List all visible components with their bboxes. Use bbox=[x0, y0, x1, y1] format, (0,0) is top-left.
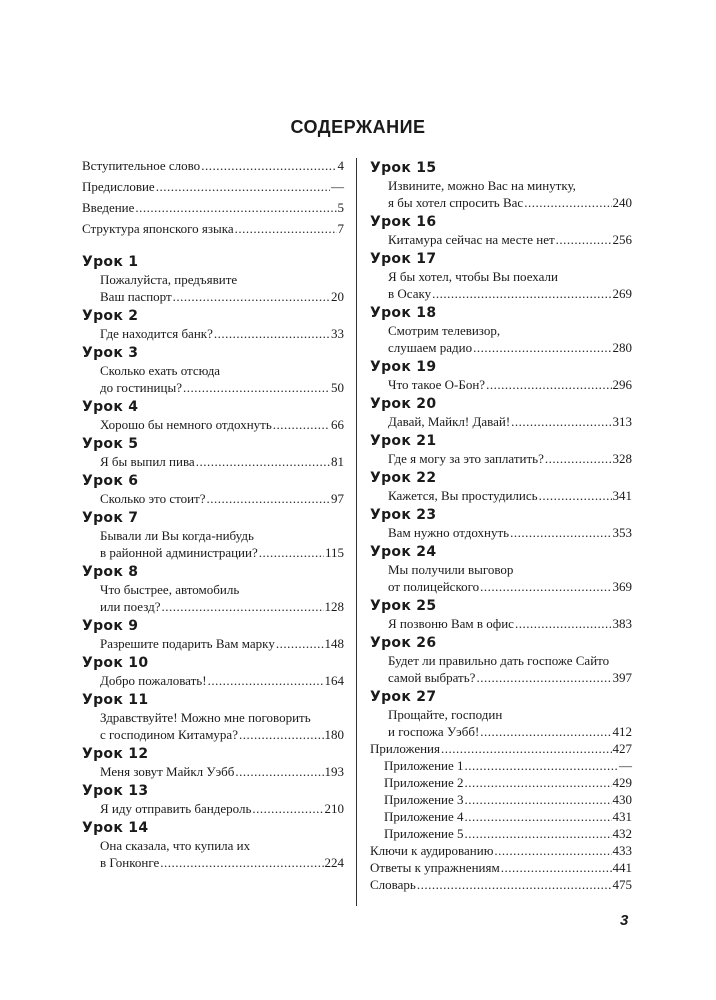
toc-entry[interactable] bbox=[370, 791, 632, 808]
lesson-body bbox=[370, 561, 632, 595]
dot-leader bbox=[214, 325, 330, 342]
lesson-entry[interactable] bbox=[370, 634, 632, 686]
dot-leader bbox=[208, 672, 324, 689]
entry-page: 81 bbox=[331, 454, 344, 469]
toc-entry[interactable] bbox=[370, 825, 632, 842]
lesson-entry[interactable] bbox=[82, 563, 344, 615]
entry-title: до гостиницы? bbox=[100, 380, 182, 395]
lesson-entry[interactable] bbox=[82, 691, 344, 743]
back-matter-list bbox=[370, 740, 632, 893]
entry-title: Приложение 1 bbox=[384, 758, 464, 773]
lesson-title-line: Смотрим телевизор, bbox=[388, 323, 501, 338]
lesson-body bbox=[82, 581, 344, 615]
lesson-body bbox=[82, 453, 344, 470]
entry-page: 210 bbox=[324, 801, 344, 816]
lesson-label: Урок 7 bbox=[82, 510, 139, 526]
lesson-body bbox=[82, 490, 344, 507]
lesson-label: Урок 17 bbox=[370, 251, 437, 267]
dot-leader bbox=[465, 825, 612, 842]
toc-entry-line bbox=[388, 231, 632, 248]
entry-title: слушаем радио bbox=[388, 340, 473, 355]
entry-title: или поезд? bbox=[100, 599, 161, 614]
lesson-body bbox=[82, 416, 344, 433]
dot-leader bbox=[465, 791, 612, 808]
entry-page: 427 bbox=[612, 741, 632, 756]
lesson-entry[interactable] bbox=[370, 250, 632, 302]
dot-leader bbox=[473, 339, 611, 356]
toc-entry-line bbox=[100, 800, 344, 817]
lesson-title-line: Будет ли правильно дать госпоже Сайто bbox=[388, 653, 610, 668]
entry-page: 412 bbox=[612, 724, 632, 739]
toc-entry-line bbox=[388, 578, 632, 595]
lesson-body bbox=[82, 763, 344, 780]
entry-title: Вступительное слово bbox=[82, 158, 201, 173]
lesson-entry[interactable] bbox=[370, 597, 632, 632]
lesson-body bbox=[82, 635, 344, 652]
toc-entry[interactable] bbox=[370, 757, 632, 774]
toc-entry[interactable] bbox=[82, 178, 344, 195]
lesson-entry[interactable] bbox=[82, 654, 344, 689]
dot-leader bbox=[486, 376, 611, 393]
entry-title: Приложение 3 bbox=[384, 792, 464, 807]
lesson-label: Урок 24 bbox=[370, 544, 437, 560]
toc-entry-line bbox=[388, 487, 632, 504]
lesson-entry[interactable] bbox=[82, 509, 344, 561]
lesson-body bbox=[370, 268, 632, 302]
lesson-label: Урок 2 bbox=[82, 308, 139, 324]
lesson-label: Урок 23 bbox=[370, 507, 437, 523]
entry-page: — bbox=[331, 179, 344, 194]
lesson-entry[interactable] bbox=[370, 432, 632, 467]
lesson-body bbox=[82, 271, 344, 305]
entry-page: 328 bbox=[612, 451, 632, 466]
entry-title: Структура японского языка bbox=[82, 221, 234, 236]
dot-leader bbox=[432, 285, 611, 302]
entry-title: Ответы к упражнениям bbox=[370, 860, 500, 875]
entry-page: 193 bbox=[324, 764, 344, 779]
toc-entry-line bbox=[100, 544, 344, 561]
lesson-entry[interactable] bbox=[370, 213, 632, 248]
lesson-entry[interactable] bbox=[82, 472, 344, 507]
toc-entry-line bbox=[100, 635, 344, 652]
lesson-body bbox=[82, 672, 344, 689]
lesson-entry[interactable] bbox=[370, 159, 632, 211]
lesson-title-line: Я бы хотел, чтобы Вы поехали bbox=[388, 269, 558, 284]
entry-page: 4 bbox=[337, 158, 344, 173]
lesson-body bbox=[370, 524, 632, 541]
entry-title: Меня зовут Майкл Уэбб bbox=[100, 764, 235, 779]
entry-title: в районной администрации? bbox=[100, 545, 258, 560]
lesson-label: Урок 20 bbox=[370, 396, 437, 412]
lesson-label: Урок 1 bbox=[82, 254, 139, 270]
lesson-label: Урок 3 bbox=[82, 345, 139, 361]
toc-entry-line bbox=[388, 450, 632, 467]
toc-entry-line bbox=[100, 490, 344, 507]
entry-title: Приложение 5 bbox=[384, 826, 464, 841]
entry-page: 240 bbox=[612, 195, 632, 210]
entry-title: Приложения bbox=[370, 741, 440, 756]
toc-entry-line bbox=[100, 672, 344, 689]
lesson-body bbox=[82, 709, 344, 743]
page-number: 3 bbox=[620, 912, 629, 929]
lesson-body bbox=[370, 177, 632, 211]
dot-leader bbox=[417, 876, 612, 893]
entry-page: 33 bbox=[331, 326, 344, 341]
dot-leader bbox=[207, 490, 330, 507]
toc-entry-line bbox=[100, 726, 344, 743]
dot-leader bbox=[476, 669, 611, 686]
lesson-title-line: Извините, можно Вас на минутку, bbox=[388, 178, 576, 193]
dot-leader bbox=[196, 453, 330, 470]
entry-title: и госпожа Уэбб! bbox=[388, 724, 480, 739]
lesson-label: Урок 4 bbox=[82, 399, 139, 415]
dot-leader bbox=[465, 757, 618, 774]
entry-title: Разрешите подарить Вам марку bbox=[100, 636, 275, 651]
toc-entry-line bbox=[388, 615, 632, 632]
entry-title: Кажется, Вы простудились bbox=[388, 488, 538, 503]
dot-leader bbox=[480, 578, 611, 595]
toc-entry-line bbox=[100, 416, 344, 433]
toc-entry[interactable] bbox=[82, 157, 344, 174]
lesson-body bbox=[82, 837, 344, 871]
entry-page: 432 bbox=[612, 826, 632, 841]
dot-leader bbox=[235, 763, 323, 780]
lesson-body bbox=[370, 450, 632, 467]
toc-entry-line bbox=[100, 288, 344, 305]
lesson-entry[interactable] bbox=[370, 688, 632, 740]
lesson-entry[interactable] bbox=[82, 398, 344, 433]
lesson-title-line: Пожалуйста, предъявите bbox=[100, 272, 238, 287]
entry-page: 475 bbox=[612, 877, 632, 892]
entry-title: Введение bbox=[82, 200, 135, 215]
entry-title: Я позвоню Вам в офис bbox=[388, 616, 514, 631]
toc-entry-line bbox=[388, 669, 632, 686]
entry-title: Где я могу за это заплатить? bbox=[388, 451, 544, 466]
toc-entry[interactable] bbox=[370, 876, 632, 893]
lesson-title-line: Прощайте, господин bbox=[388, 707, 503, 722]
lesson-title-line: Здравствуйте! Можно мне поговорить bbox=[100, 710, 311, 725]
lesson-label: Урок 27 bbox=[370, 689, 437, 705]
entry-title: Приложение 4 bbox=[384, 809, 464, 824]
entry-page: 353 bbox=[612, 525, 632, 540]
entry-title: Вам нужно отдохнуть bbox=[388, 525, 510, 540]
entry-page: 296 bbox=[612, 377, 632, 392]
lesson-body bbox=[370, 231, 632, 248]
lesson-title-line: Сколько ехать отсюда bbox=[100, 363, 221, 378]
toc-entry[interactable] bbox=[82, 199, 344, 216]
dot-leader bbox=[161, 598, 323, 615]
entry-title: Словарь bbox=[370, 877, 416, 892]
lesson-label: Урок 9 bbox=[82, 618, 139, 634]
dot-leader bbox=[273, 416, 330, 433]
entry-page: 433 bbox=[612, 843, 632, 858]
entry-page: 128 bbox=[324, 599, 344, 614]
entry-title: Предисловие bbox=[82, 179, 155, 194]
dot-leader bbox=[510, 524, 611, 541]
dot-leader bbox=[276, 635, 324, 652]
lesson-body bbox=[82, 362, 344, 396]
dot-leader bbox=[524, 194, 611, 211]
front-matter-list bbox=[82, 157, 344, 237]
entry-page: 115 bbox=[324, 545, 344, 560]
lesson-label: Урок 11 bbox=[82, 692, 149, 708]
toc-entry[interactable] bbox=[82, 220, 344, 237]
lesson-body bbox=[370, 615, 632, 632]
entry-page: 5 bbox=[337, 200, 344, 215]
toc-entry-line bbox=[100, 325, 344, 342]
lesson-body bbox=[370, 487, 632, 504]
lesson-label: Урок 15 bbox=[370, 160, 437, 176]
toc-entry-line bbox=[388, 194, 632, 211]
entry-title: Приложение 2 bbox=[384, 775, 464, 790]
entry-page: 7 bbox=[337, 221, 344, 236]
lesson-label: Урок 5 bbox=[82, 436, 139, 452]
lesson-label: Урок 13 bbox=[82, 783, 149, 799]
toc-entry-line bbox=[100, 598, 344, 615]
dot-leader bbox=[556, 231, 612, 248]
lesson-title-line: Мы получили выговор bbox=[388, 562, 514, 577]
entry-title: в Осаку bbox=[388, 286, 432, 301]
entry-page: 313 bbox=[612, 414, 632, 429]
entry-page: 50 bbox=[331, 380, 344, 395]
dot-leader bbox=[173, 288, 330, 305]
lesson-label: Урок 14 bbox=[82, 820, 149, 836]
lesson-label: Урок 21 bbox=[370, 433, 437, 449]
dot-leader bbox=[465, 774, 612, 791]
lesson-title-line: Бывали ли Вы когда-нибудь bbox=[100, 528, 254, 543]
dot-leader bbox=[259, 544, 324, 561]
entry-page: — bbox=[619, 758, 632, 773]
toc-entry[interactable] bbox=[370, 859, 632, 876]
lesson-entry[interactable] bbox=[370, 358, 632, 393]
dot-leader bbox=[160, 854, 323, 871]
toc-entry-line bbox=[388, 376, 632, 393]
entry-title: Ваш паспорт bbox=[100, 289, 172, 304]
entry-page: 430 bbox=[612, 792, 632, 807]
toc-entry-line bbox=[100, 763, 344, 780]
entry-title: Давай, Майкл! Давай! bbox=[388, 414, 511, 429]
lesson-entry[interactable] bbox=[82, 617, 344, 652]
dot-leader bbox=[252, 800, 323, 817]
entry-title: Китамура сейчас на месте нет bbox=[388, 232, 555, 247]
entry-title: Добро пожаловать! bbox=[100, 673, 207, 688]
lesson-entry[interactable] bbox=[82, 782, 344, 817]
lesson-body bbox=[370, 413, 632, 430]
lesson-body bbox=[82, 800, 344, 817]
dot-leader bbox=[465, 808, 612, 825]
column-divider bbox=[356, 158, 357, 906]
lesson-entry[interactable] bbox=[82, 819, 344, 871]
lesson-entry[interactable] bbox=[370, 506, 632, 541]
entry-page: 383 bbox=[612, 616, 632, 631]
lesson-body bbox=[82, 527, 344, 561]
toc-entry-line bbox=[388, 723, 632, 740]
entry-page: 256 bbox=[612, 232, 632, 247]
dot-leader bbox=[480, 723, 611, 740]
entry-title: Я бы выпил пива bbox=[100, 454, 195, 469]
entry-title: Где находится банк? bbox=[100, 326, 213, 341]
dot-leader bbox=[494, 842, 611, 859]
dot-leader bbox=[501, 859, 612, 876]
entry-title: в Гонконге bbox=[100, 855, 160, 870]
entry-page: 180 bbox=[324, 727, 344, 742]
entry-page: 441 bbox=[612, 860, 632, 875]
entry-page: 224 bbox=[324, 855, 344, 870]
lesson-title-line: Она сказала, что купила их bbox=[100, 838, 251, 853]
entry-page: 20 bbox=[331, 289, 344, 304]
toc-entry-line bbox=[100, 379, 344, 396]
entry-title: Хорошо бы немного отдохнуть bbox=[100, 417, 272, 432]
dot-leader bbox=[441, 740, 612, 757]
toc-entry-line bbox=[388, 339, 632, 356]
entry-page: 431 bbox=[612, 809, 632, 824]
entry-page: 280 bbox=[612, 340, 632, 355]
lesson-label: Урок 18 bbox=[370, 305, 437, 321]
lesson-body bbox=[82, 325, 344, 342]
toc-entry[interactable] bbox=[370, 808, 632, 825]
entry-page: 97 bbox=[331, 491, 344, 506]
lesson-title-line: Что быстрее, автомобиль bbox=[100, 582, 240, 597]
lesson-entry[interactable] bbox=[82, 344, 344, 396]
lesson-label: Урок 16 bbox=[370, 214, 437, 230]
lesson-entry[interactable] bbox=[370, 304, 632, 356]
dot-leader bbox=[183, 379, 330, 396]
toc-entry-line bbox=[388, 285, 632, 302]
lesson-label: Урок 12 bbox=[82, 746, 149, 762]
lesson-label: Урок 26 bbox=[370, 635, 437, 651]
lesson-body bbox=[370, 376, 632, 393]
lesson-label: Урок 10 bbox=[82, 655, 149, 671]
lesson-body bbox=[370, 652, 632, 686]
entry-page: 164 bbox=[324, 673, 344, 688]
dot-leader bbox=[539, 487, 612, 504]
entry-title: Я иду отправить бандероль bbox=[100, 801, 252, 816]
lesson-body bbox=[370, 706, 632, 740]
dot-leader bbox=[239, 726, 324, 743]
lesson-entry[interactable] bbox=[370, 543, 632, 595]
toc-entry-line bbox=[388, 524, 632, 541]
entry-page: 66 bbox=[331, 417, 344, 432]
entry-title: Сколько это стоит? bbox=[100, 491, 206, 506]
dot-leader bbox=[545, 450, 612, 467]
lesson-entry[interactable] bbox=[82, 253, 344, 305]
entry-page: 429 bbox=[612, 775, 632, 790]
lesson-label: Урок 22 bbox=[370, 470, 437, 486]
toc-entry-line bbox=[100, 854, 344, 871]
dot-leader bbox=[515, 615, 612, 632]
toc-left-column bbox=[82, 157, 344, 871]
lesson-entry[interactable] bbox=[370, 469, 632, 504]
lesson-entry[interactable] bbox=[82, 435, 344, 470]
lesson-entry[interactable] bbox=[82, 745, 344, 780]
lesson-label: Урок 8 bbox=[82, 564, 139, 580]
toc-entry[interactable] bbox=[370, 740, 632, 757]
entry-title: Что такое О-Бон? bbox=[388, 377, 486, 392]
toc-entry[interactable] bbox=[370, 842, 632, 859]
entry-title: Ключи к аудированию bbox=[370, 843, 494, 858]
entry-page: 397 bbox=[612, 670, 632, 685]
toc-entry-line bbox=[100, 453, 344, 470]
page-title: СОДЕРЖАНИЕ bbox=[290, 117, 426, 137]
entry-title: с господином Китамура? bbox=[100, 727, 238, 742]
entry-title: самой выбрать? bbox=[388, 670, 476, 685]
lesson-list-right bbox=[370, 159, 632, 740]
lesson-body bbox=[370, 322, 632, 356]
entry-page: 341 bbox=[612, 488, 632, 503]
entry-page: 269 bbox=[612, 286, 632, 301]
toc-right-column bbox=[370, 157, 632, 893]
entry-page: 369 bbox=[612, 579, 632, 594]
entry-page: 148 bbox=[324, 636, 344, 651]
dot-leader bbox=[511, 413, 611, 430]
lesson-entry[interactable] bbox=[370, 395, 632, 430]
lesson-label: Урок 19 bbox=[370, 359, 437, 375]
lesson-list-left bbox=[82, 253, 344, 871]
lesson-label: Урок 6 bbox=[82, 473, 139, 489]
toc-entry-line bbox=[388, 413, 632, 430]
toc-entry[interactable] bbox=[370, 774, 632, 791]
entry-title: я бы хотел спросить Вас bbox=[388, 195, 524, 210]
lesson-label: Урок 25 bbox=[370, 598, 437, 614]
entry-title: от полицейского bbox=[388, 579, 480, 594]
lesson-entry[interactable] bbox=[82, 307, 344, 342]
